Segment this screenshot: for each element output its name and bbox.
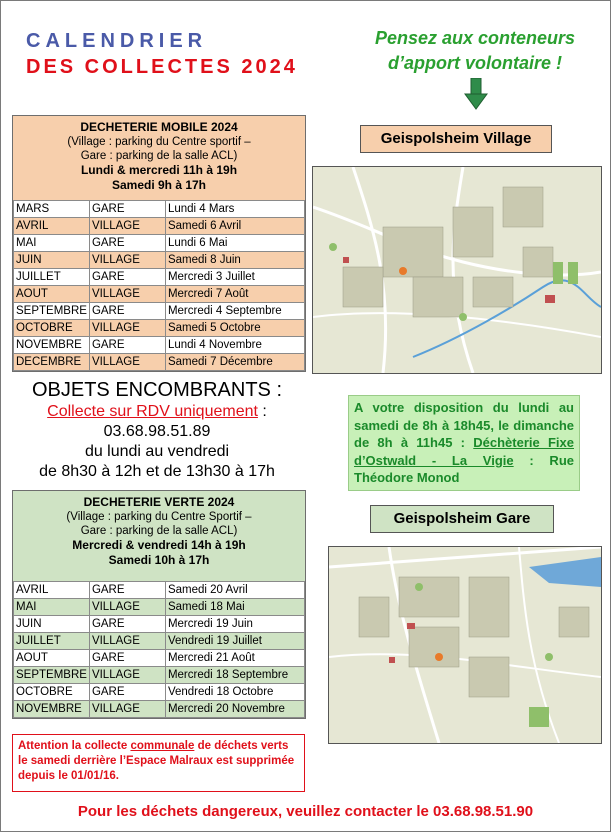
- table-row: [14, 218, 305, 235]
- cell-date: Lundi 4 Mars: [165, 201, 304, 218]
- mobile-line4: Samedi 9h à 17h: [111, 178, 207, 192]
- mobile-schedule: [12, 115, 306, 372]
- table-row: [14, 582, 305, 599]
- objets-phone[interactable]: 03.68.98.51.89: [103, 423, 211, 440]
- cell-date: Mercredi 18 Septembre: [165, 667, 304, 684]
- table-row: [14, 320, 305, 337]
- table-row: [14, 667, 305, 684]
- cell-month: AOUT: [14, 650, 90, 667]
- cell-month: AVRIL: [14, 582, 90, 599]
- table-row: [14, 269, 305, 286]
- cell-month: MAI: [14, 599, 90, 616]
- cell-place: VILLAGE: [89, 320, 165, 337]
- map-village[interactable]: [312, 166, 602, 374]
- table-row: [14, 303, 305, 320]
- cell-month: JUILLET: [14, 633, 90, 650]
- cell-place: GARE: [89, 269, 165, 286]
- cell-place: GARE: [89, 337, 165, 354]
- cell-date: Samedi 8 Juin: [165, 252, 304, 269]
- verte-line4: Samedi 10h à 17h: [108, 553, 210, 567]
- rdv-link[interactable]: Collecte sur RDV uniquement: [47, 403, 258, 420]
- cell-date: Lundi 4 Novembre: [165, 337, 304, 354]
- mobile-table: [13, 200, 305, 371]
- cell-date: Samedi 20 Avril: [165, 582, 304, 599]
- cell-month: DECEMBRE: [14, 354, 90, 371]
- dispo-link[interactable]: Déchèterie Fixe d’Ostwald - La Vigie: [354, 435, 574, 468]
- attention-p1: Attention la collecte: [18, 740, 131, 752]
- objets-days: du lundi au vendredi: [84, 443, 230, 460]
- verte-table: [13, 581, 305, 718]
- cell-month: NOVEMBRE: [14, 337, 90, 354]
- cell-date: Mercredi 4 Septembre: [165, 303, 304, 320]
- mobile-title: DECHETERIE MOBILE 2024: [80, 120, 238, 134]
- objets-title: OBJETS ENCOMBRANTS: [31, 379, 271, 401]
- cell-place: GARE: [89, 201, 165, 218]
- cell-date: Mercredi 7 Août: [165, 286, 304, 303]
- cell-place: VILLAGE: [89, 667, 165, 684]
- objets-encombrants: [12, 378, 302, 482]
- table-row: [14, 235, 305, 252]
- dispo-text: A votre disposition du lundi au samedi de 8h à 18h45, le dimanche de 8h à 11h45 :: [354, 400, 574, 450]
- verte-line1: (Village : parking du Centre Sportif –: [66, 511, 252, 523]
- verte-title: DECHETERIE VERTE 2024: [83, 495, 235, 509]
- verte-line2: Gare : parking de la salle ACL): [80, 525, 238, 537]
- dispo-tail: : Rue Théodore Monod: [354, 452, 574, 485]
- pensez-line1: Pensez aux conteneurs: [374, 28, 576, 48]
- cell-place: GARE: [89, 582, 165, 599]
- attention-p2: de déchets verts le samedi derrière l’Espace Malraux est supprimée depuis le 01/01/16.: [18, 740, 295, 782]
- objets-hours: de 8h30 à 12h et de 13h30 à 17h: [39, 463, 275, 480]
- cell-month: JUIN: [14, 252, 90, 269]
- table-row: [14, 337, 305, 354]
- cell-date: Vendredi 18 Octobre: [165, 684, 304, 701]
- cell-place: VILLAGE: [89, 252, 165, 269]
- dispo-box: [348, 395, 580, 491]
- cell-month: AVRIL: [14, 218, 90, 235]
- mobile-line3: Lundi & mercredi 11h à 19h: [80, 163, 238, 177]
- mobile-line1: (Village : parking du Centre sportif –: [67, 136, 251, 148]
- table-row: [14, 354, 305, 371]
- cell-month: SEPTEMBRE: [14, 667, 90, 684]
- cell-place: GARE: [89, 235, 165, 252]
- cell-date: Lundi 6 Mai: [165, 235, 304, 252]
- verte-header: [13, 491, 305, 581]
- cell-date: Mercredi 19 Juin: [165, 616, 304, 633]
- danger-notice: Pour les déchets dangereux, veuillez contacter le 03.68.98.51.90: [77, 803, 534, 820]
- table-row: [14, 599, 305, 616]
- rdv-colon: :: [257, 403, 267, 420]
- cell-month: SEPTEMBRE: [14, 303, 90, 320]
- table-row: [14, 252, 305, 269]
- cell-place: VILLAGE: [89, 599, 165, 616]
- verte-schedule: [12, 490, 306, 719]
- cell-date: Mercredi 21 Août: [165, 650, 304, 667]
- attention-u: communale: [130, 740, 195, 752]
- cell-date: Mercredi 20 Novembre: [165, 701, 304, 718]
- cell-place: GARE: [89, 616, 165, 633]
- cell-month: NOVEMBRE: [14, 701, 90, 718]
- title-calendrier: CALENDRIER: [26, 30, 208, 52]
- cell-month: MAI: [14, 235, 90, 252]
- cell-month: JUILLET: [14, 269, 90, 286]
- cell-place: GARE: [89, 303, 165, 320]
- cell-place: GARE: [89, 684, 165, 701]
- table-row: [14, 650, 305, 667]
- table-row: [14, 201, 305, 218]
- mobile-line2: Gare : parking de la salle ACL): [80, 150, 238, 162]
- table-row: [14, 701, 305, 718]
- cell-place: GARE: [89, 650, 165, 667]
- cell-date: Mercredi 3 Juillet: [165, 269, 304, 286]
- cell-date: Samedi 18 Mai: [165, 599, 304, 616]
- pensez-conteneurs: [350, 26, 600, 76]
- cell-month: JUIN: [14, 616, 90, 633]
- map-village-graphic: [313, 167, 601, 373]
- cell-month: OCTOBRE: [14, 320, 90, 337]
- cell-date: Samedi 6 Avril: [165, 218, 304, 235]
- map-gare-graphic: [329, 547, 601, 743]
- pensez-line2: d’apport volontaire !: [387, 53, 562, 73]
- map-gare[interactable]: [328, 546, 602, 744]
- cell-month: MARS: [14, 201, 90, 218]
- cell-place: VILLAGE: [89, 286, 165, 303]
- title-collectes: DES COLLECTES 2024: [26, 56, 298, 78]
- cell-place: VILLAGE: [89, 218, 165, 235]
- verte-line3: Mercredi & vendredi 14h à 19h: [72, 538, 246, 552]
- cell-date: Samedi 7 Décembre: [165, 354, 304, 371]
- map-gare-label: Geispolsheim Gare: [370, 505, 554, 533]
- map-village-label: Geispolsheim Village: [360, 125, 552, 153]
- cell-place: VILLAGE: [89, 354, 165, 371]
- cell-place: VILLAGE: [89, 701, 165, 718]
- table-row: [14, 286, 305, 303]
- cell-date: Samedi 5 Octobre: [165, 320, 304, 337]
- table-row: [14, 633, 305, 650]
- cell-place: VILLAGE: [89, 633, 165, 650]
- attention-notice: [12, 734, 305, 792]
- arrow-down-icon: [464, 78, 488, 110]
- cell-date: Vendredi 19 Juillet: [165, 633, 304, 650]
- mobile-header: [13, 116, 305, 200]
- objets-colon: :: [270, 379, 283, 401]
- cell-month: OCTOBRE: [14, 684, 90, 701]
- table-row: [14, 684, 305, 701]
- table-row: [14, 616, 305, 633]
- cell-month: AOUT: [14, 286, 90, 303]
